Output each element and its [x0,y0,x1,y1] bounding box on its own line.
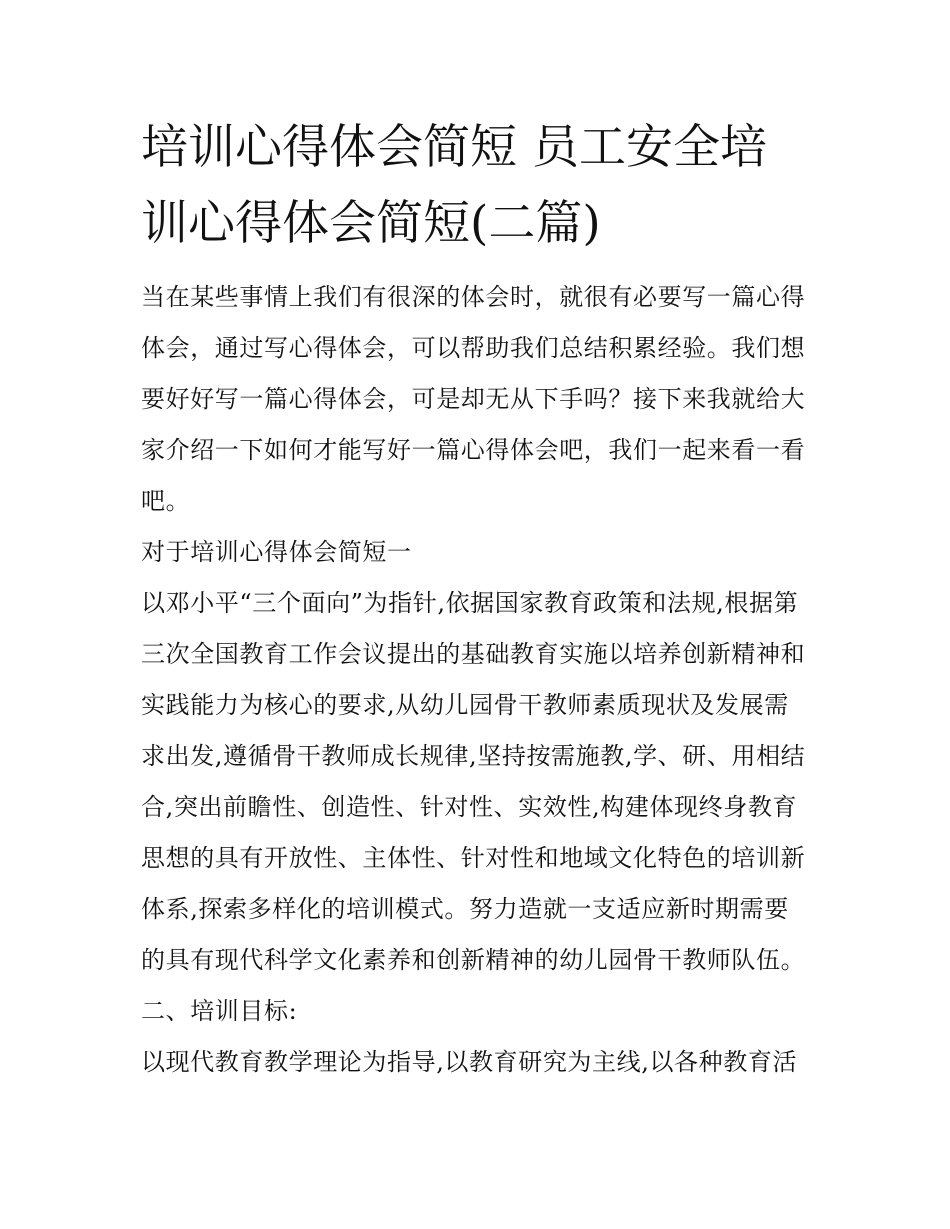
section-paragraph [141,578,813,986]
section-line: 合,突出前瞻性、创造性、针对性、实效性,构建体现终身教育 [141,793,798,821]
section-line: 思想的具有开放性、主体性、针对性和地域文化特色的培训新 [141,844,806,872]
section-line: 三次全国教育工作会议提出的基础教育实施以培养创新精神和 [141,640,806,668]
subheading: 二、培训目标: [141,997,298,1025]
document-content [141,110,813,1088]
section-heading: 对于培训心得体会简短一 [141,538,412,566]
intro-line: 体会，通过写心得体会，可以帮助我们总结积累经验。我们想 [141,334,806,362]
intro-paragraph [141,272,813,527]
title-line: 训心得体会简短(二篇) [141,196,601,251]
section-line: 体系,探索多样化的培训模式。努力造就一支适应新时期需要 [141,895,789,923]
title-line: 培训心得体会简短 员工安全培 [141,120,767,175]
intro-line: 家介绍一下如何才能写好一篇心得体会吧，我们一起来看一看 [141,436,806,464]
section-line: 实践能力为核心的要求,从幼儿园骨干教师素质现状及发展需 [141,691,789,719]
intro-line: 当在某些事情上我们有很深的体会时，就很有必要写一篇心得 [141,283,806,311]
intro-line: 要好好写一篇心得体会，可是却无从下手吗？接下来我就给大 [141,385,806,413]
document-title [141,110,813,262]
section-line: 以邓小平“三个面向”为指针,依据国家教育政策和法规,根据第 [141,589,799,617]
final-paragraph [141,1037,813,1088]
final-line: 以现代教育教学理论为指导,以教育研究为主线,以各种教育活 [141,1048,798,1076]
document-body [141,272,813,1088]
intro-line: 吧。 [141,487,191,515]
section-line: 求出发,遵循骨干教师成长规律,坚持按需施教,学、研、用相结 [141,742,806,770]
section-line: 的具有现代科学文化素养和创新精神的幼儿园骨干教师队伍。 [141,946,806,974]
